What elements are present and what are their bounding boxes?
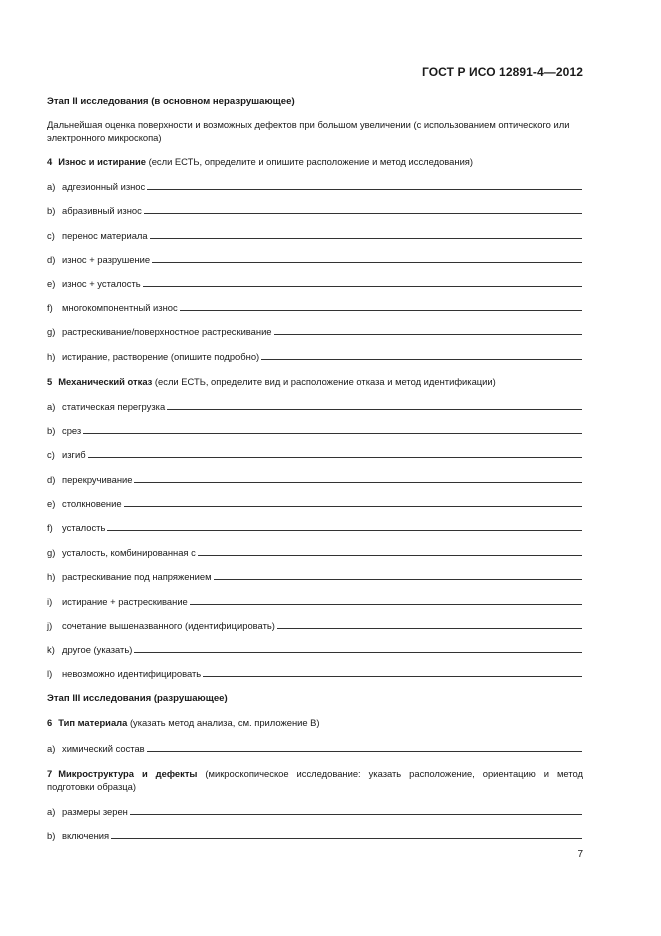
field-label: невозможно идентифицировать (62, 668, 202, 679)
field-5b: b) срез (47, 422, 582, 436)
field-label: изгиб (62, 449, 86, 460)
field-label: истирание + растрескивание (62, 596, 188, 607)
section-title: Микроструктура и дефекты (58, 768, 198, 779)
field-4g: g) растрескивание/поверхностное растрескивание (47, 323, 582, 337)
field-5g: g) усталость, комбинированная с (47, 544, 582, 558)
field-5h: h) растрескивание под напряжением (47, 568, 582, 582)
field-label: статическая перегрузка (62, 401, 166, 412)
field-label: растрескивание/поверхностное растрескивание (62, 326, 272, 337)
fill-in-line[interactable] (144, 203, 582, 214)
section-note: (если ЕСТЬ, определите и опишите расположение и метод исследования) (148, 156, 473, 167)
field-7a: a) размеры зерен (47, 803, 582, 817)
field-label: размеры зерен (62, 806, 128, 817)
field-4f: f) многокомпонентный износ (47, 299, 582, 313)
section-note: (указать метод анализа, см. приложение В) (129, 717, 320, 728)
stage-3-heading: Этап III исследования (разрушающее) (47, 693, 228, 704)
section-4-heading (47, 155, 583, 168)
field-label: усталость (62, 522, 106, 533)
field-4a: a) адгезионный износ (47, 178, 582, 192)
fill-in-line[interactable] (180, 300, 582, 311)
fill-in-line[interactable] (152, 252, 582, 263)
section-5-heading (47, 375, 583, 388)
fill-in-line[interactable] (83, 423, 582, 434)
fill-in-line[interactable] (134, 472, 582, 483)
section-number: 6 (47, 717, 53, 728)
fill-in-line[interactable] (134, 642, 582, 653)
field-5a: a) статическая перегрузка (47, 398, 582, 412)
field-label: перенос материала (62, 230, 148, 241)
field-5i: i) истирание + растрескивание (47, 593, 582, 607)
field-label: износ + разрушение (62, 254, 151, 265)
field-label: усталость, комбинированная с (62, 547, 196, 558)
field-4h: h) истирание, растворение (опишите подробно) (47, 348, 582, 362)
section-note: (микроскопическое исследование: указать расположение, ориентацию и метод подготовки образца) (47, 768, 583, 792)
section-number: 7 (47, 768, 53, 779)
fill-in-line[interactable] (130, 804, 582, 815)
section-6-heading (47, 716, 583, 729)
field-label: срез (62, 425, 82, 436)
section-number: 5 (47, 376, 53, 387)
fill-in-line[interactable] (261, 349, 582, 360)
field-4e: e) износ + усталость (47, 275, 582, 289)
stage-2-intro: Дальнейшая оценка поверхности и возможных дефектов при большом увеличении (с использованием оптического или электронного микроскопа) (47, 119, 570, 143)
section-title: Тип материала (58, 717, 128, 728)
fill-in-line[interactable] (147, 179, 582, 190)
field-label: включения (62, 830, 110, 841)
field-5d: d) перекручивание (47, 471, 582, 485)
stage-2-heading: Этап II исследования (в основном неразрушающее) (47, 96, 295, 107)
field-4b: b) абразивный износ (47, 202, 582, 216)
field-label: сочетание вышеназванного (идентифицировать) (62, 620, 275, 631)
field-label: перекручивание (62, 474, 133, 485)
field-label: химический состав (62, 743, 145, 754)
standard-number: ГОСТ Р ИСО 12891-4—2012 (421, 65, 583, 79)
fill-in-line[interactable] (167, 399, 582, 410)
field-5l: l) невозможно идентифицировать (47, 665, 582, 679)
field-4d: d) износ + разрушение (47, 251, 582, 265)
fill-in-line[interactable] (198, 545, 582, 556)
field-label: абразивный износ (62, 205, 142, 216)
field-7b: b) включения (47, 827, 582, 841)
fill-in-line[interactable] (124, 496, 582, 507)
section-7-heading (47, 767, 583, 793)
fill-in-line[interactable] (147, 741, 582, 752)
field-label: другое (указать) (62, 644, 133, 655)
field-label: растрескивание под напряжением (62, 571, 212, 582)
field-label: адгезионный износ (62, 181, 146, 192)
fill-in-line[interactable] (111, 828, 582, 839)
field-label: столкновение (62, 498, 122, 509)
field-6a: a) химический состав (47, 740, 582, 754)
fill-in-line[interactable] (88, 447, 582, 458)
field-5j: j) сочетание вышеназванного (идентифицировать) (47, 617, 582, 631)
field-label: износ + усталость (62, 278, 141, 289)
field-5f: f) усталость (47, 519, 582, 533)
section-note: (если ЕСТЬ, определите вид и расположение отказа и метод идентификации) (154, 376, 496, 387)
field-4c: c) перенос материала (47, 227, 582, 241)
field-5e: e) столкновение (47, 495, 582, 509)
fill-in-line[interactable] (143, 276, 582, 287)
section-title: Механический отказ (58, 376, 153, 387)
fill-in-line[interactable] (274, 324, 582, 335)
field-label: многокомпонентный износ (62, 302, 178, 313)
field-5c: c) изгиб (47, 446, 582, 460)
fill-in-line[interactable] (150, 228, 582, 239)
fill-in-line[interactable] (190, 594, 582, 605)
fill-in-line[interactable] (203, 666, 582, 677)
section-number: 4 (47, 156, 53, 167)
field-5k: k) другое (указать) (47, 641, 582, 655)
fill-in-line[interactable] (214, 569, 582, 580)
section-title: Износ и истирание (58, 156, 146, 167)
page-number: 7 (577, 849, 583, 860)
field-label: истирание, растворение (опишите подробно) (62, 351, 260, 362)
fill-in-line[interactable] (107, 520, 582, 531)
fill-in-line[interactable] (277, 618, 582, 629)
